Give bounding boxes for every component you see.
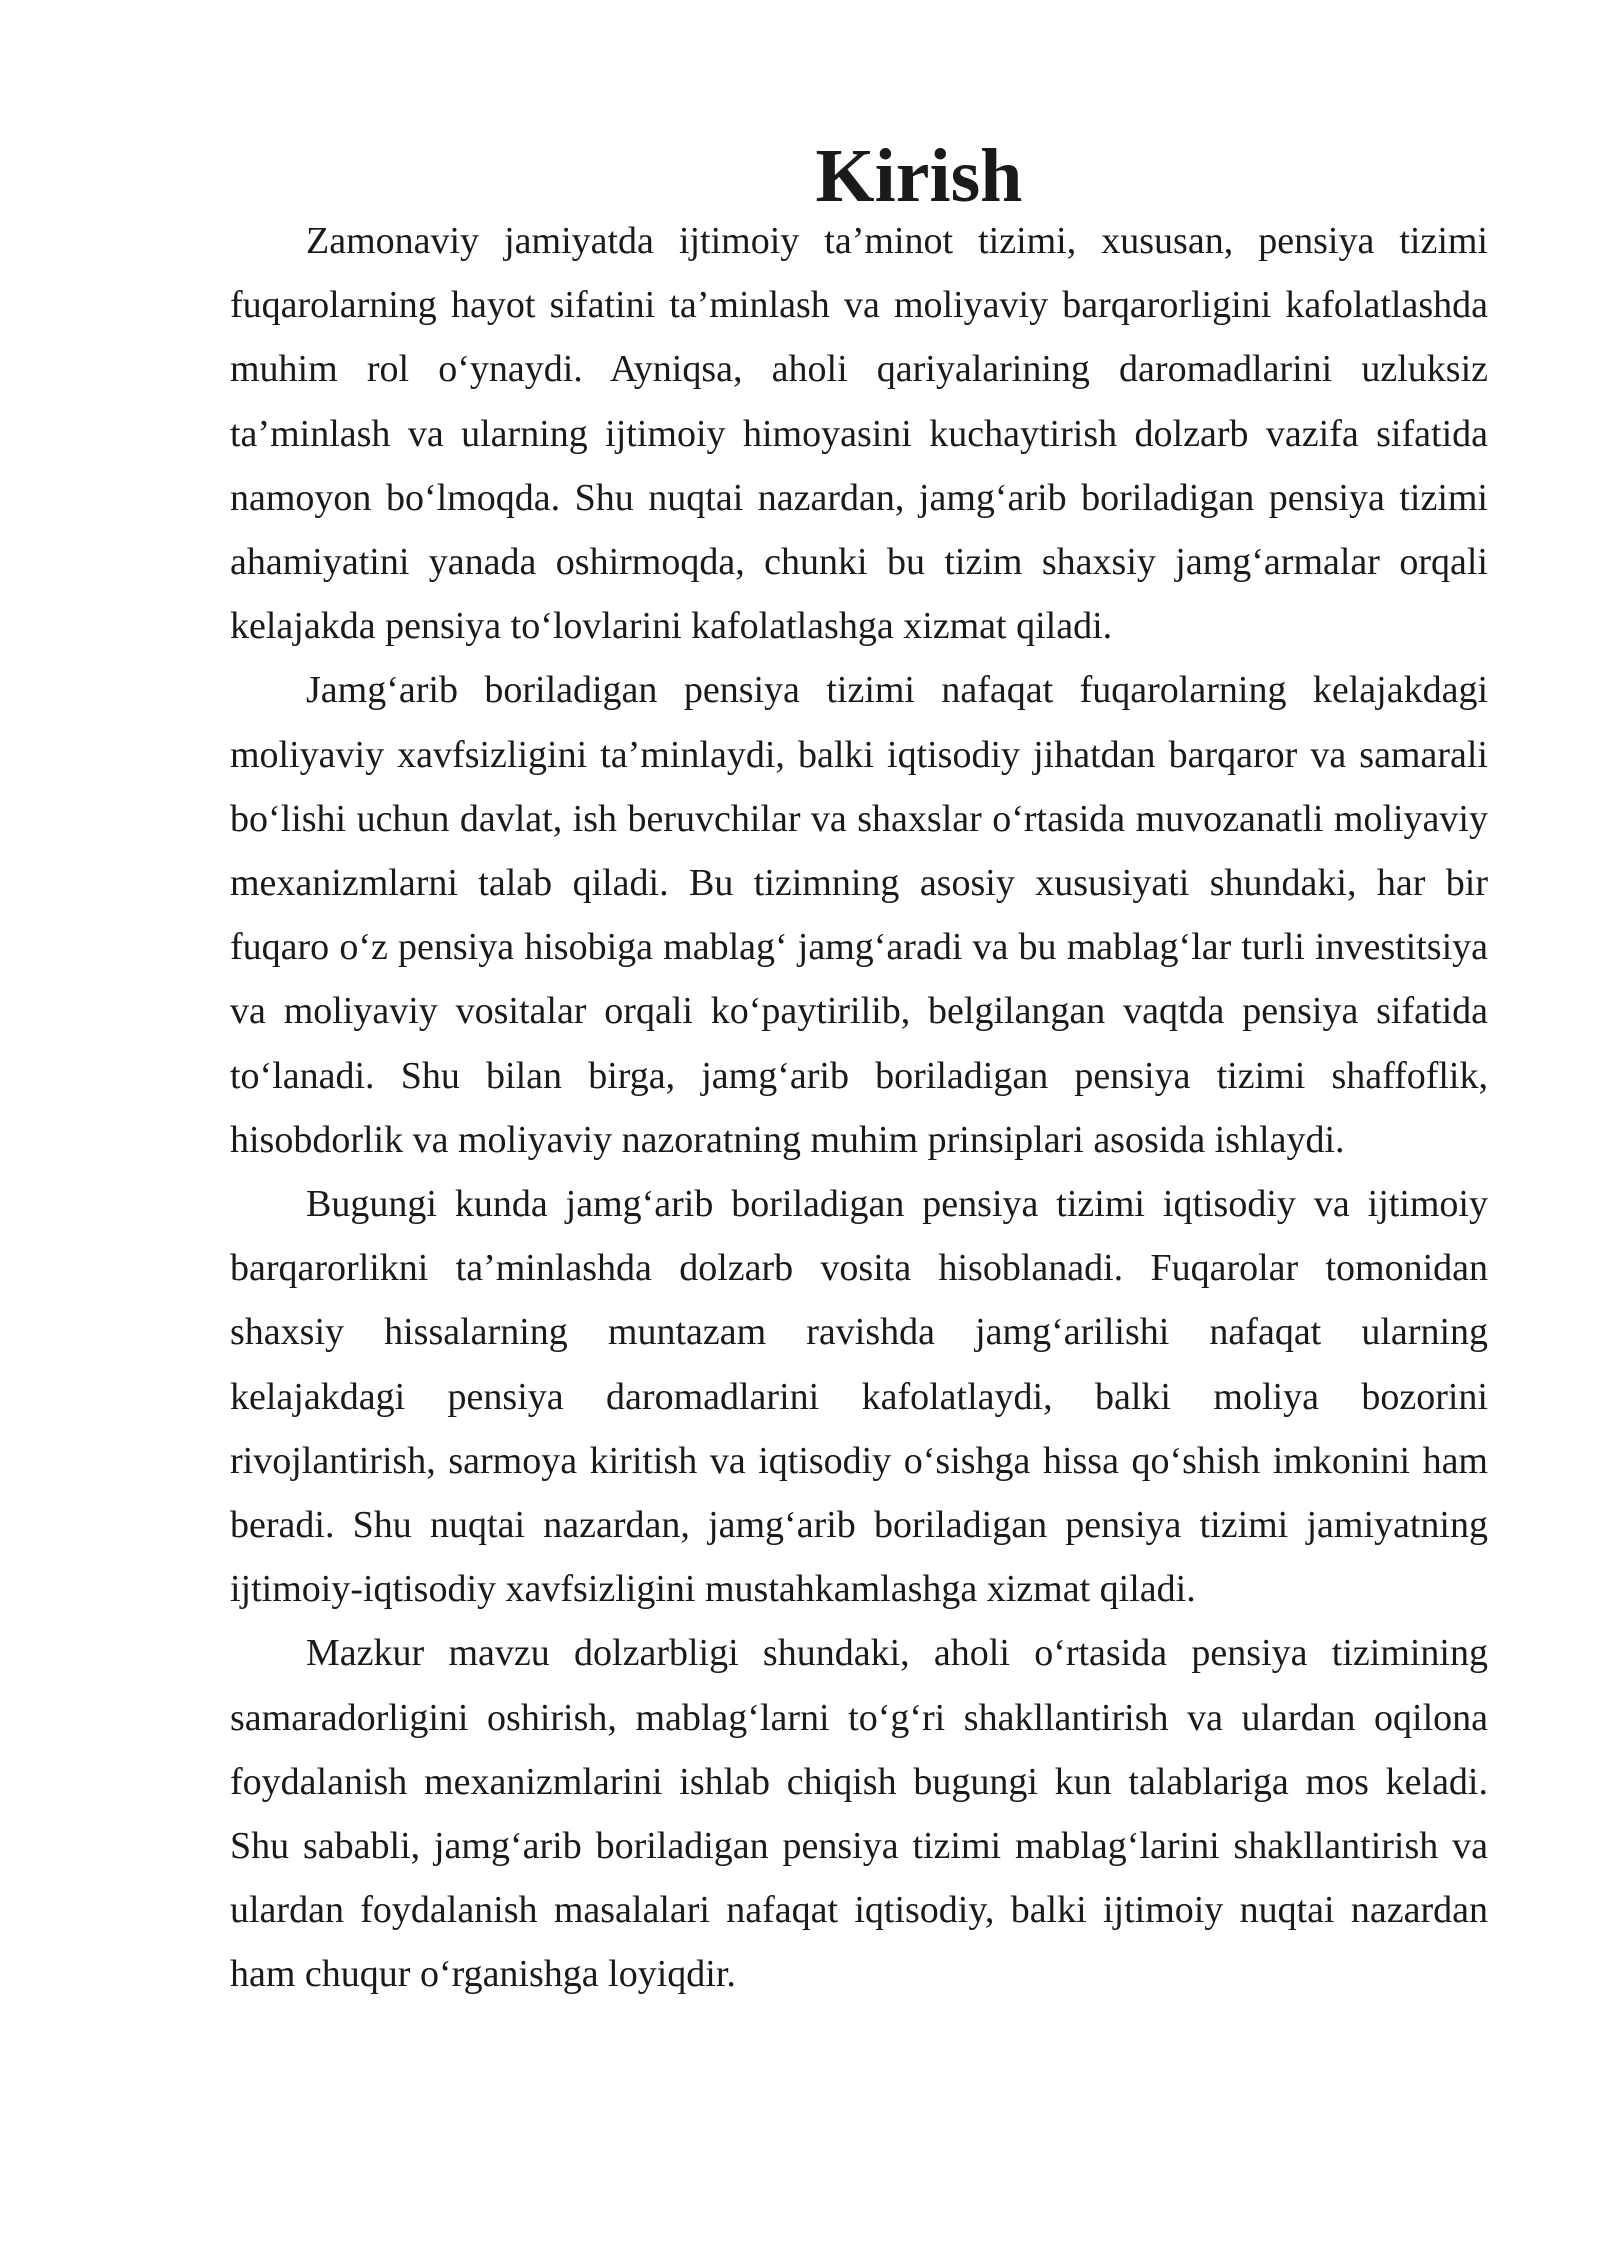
- paragraph-3: Bugungi kunda jamg‘arib boriladigan pensiya tizimi iqtisodiy va ijtimoiy barqarorlikni ta’minlashda dolzarb vosita hisoblanadi. Fuqarolar tomonidan shaxsiy hissalarning muntazam ravishda jamg‘arilishi nafaqat ularning kelajakdagi pensiya daromadlarini kafolatlaydi, balki moliya bozorini rivojlantirish, sarmoya kiritish va iqtisodiy o‘sishga hissa qo‘shish imkonini ham beradi. Shu nuqtai nazardan, jamg‘arib boriladigan pensiya tizimi jamiyatning ijtimoiy-iqtisodiy xavfsizligini mustahkamlashga xizmat qiladi.: [230, 1183, 1488, 1611]
- page-title: Kirish: [815, 134, 1023, 218]
- paragraph-4: Mazkur mavzu dolzarbligi shundaki, aholi o‘rtasida pensiya tizimining samaradorligini oshirish, mablag‘larni to‘g‘ri shakllantirish va ulardan oqilona foydalanish mexanizmlarini ishlab chiqish bugungi kun talablariga mos keladi. Shu sababli, jamg‘arib boriladigan pensiya tizimi mablag‘larini shakllantirish va ulardan foydalanish masalalari nafaqat iqtisodiy, balki ijtimoiy nuqtai nazardan ham chuqur o‘rganishga loyiqdir.: [230, 1632, 1488, 1996]
- paragraph-2: Jamg‘arib boriladigan pensiya tizimi nafaqat fuqarolarning kelajakdagi moliyaviy xavfsizligini ta’minlaydi, balki iqtisodiy jihatdan barqaror va samarali bo‘lishi uchun davlat, ish beruvchilar va shaxslar o‘rtasida muvozanatli moliyaviy mexanizmlarni talab qiladi. Bu tizimning asosiy xususiyati shundaki, har bir fuqaro o‘z pensiya hisobiga mablag‘ jamg‘aradi va bu mablag‘lar turli investitsiya va moliyaviy vositalar orqali ko‘paytirilib, belgilangan vaqtda pensiya sifatida to‘lanadi. Shu bilan birga, jamg‘arib boriladigan pensiya tizimi shaffoflik, hisobdorlik va moliyaviy nazoratning muhim prinsiplari asosida ishlaydi.: [230, 669, 1488, 1161]
- paragraph-1: Zamonaviy jamiyatda ijtimoiy ta’minot tizimi, xususan, pensiya tizimi fuqarolarning hayot sifatini ta’minlash va moliyaviy barqarorligini kafolatlashda muhim rol o‘ynaydi. Ayniqsa, aholi qariyalarining daromadlarini uzluksiz ta’minlash va ularning ijtimoiy himoyasini kuchaytirish dolzarb vazifa sifatida namoyon bo‘lmoqda. Shu nuqtai nazardan, jamg‘arib boriladigan pensiya tizimi ahamiyatini yanada oshirmoqda, chunki bu tizim shaxsiy jamg‘armalar orqali kelajakda pensiya to‘lovlarini kafolatlashga xizmat qiladi.: [230, 220, 1488, 648]
- document-body: [230, 134, 1488, 2007]
